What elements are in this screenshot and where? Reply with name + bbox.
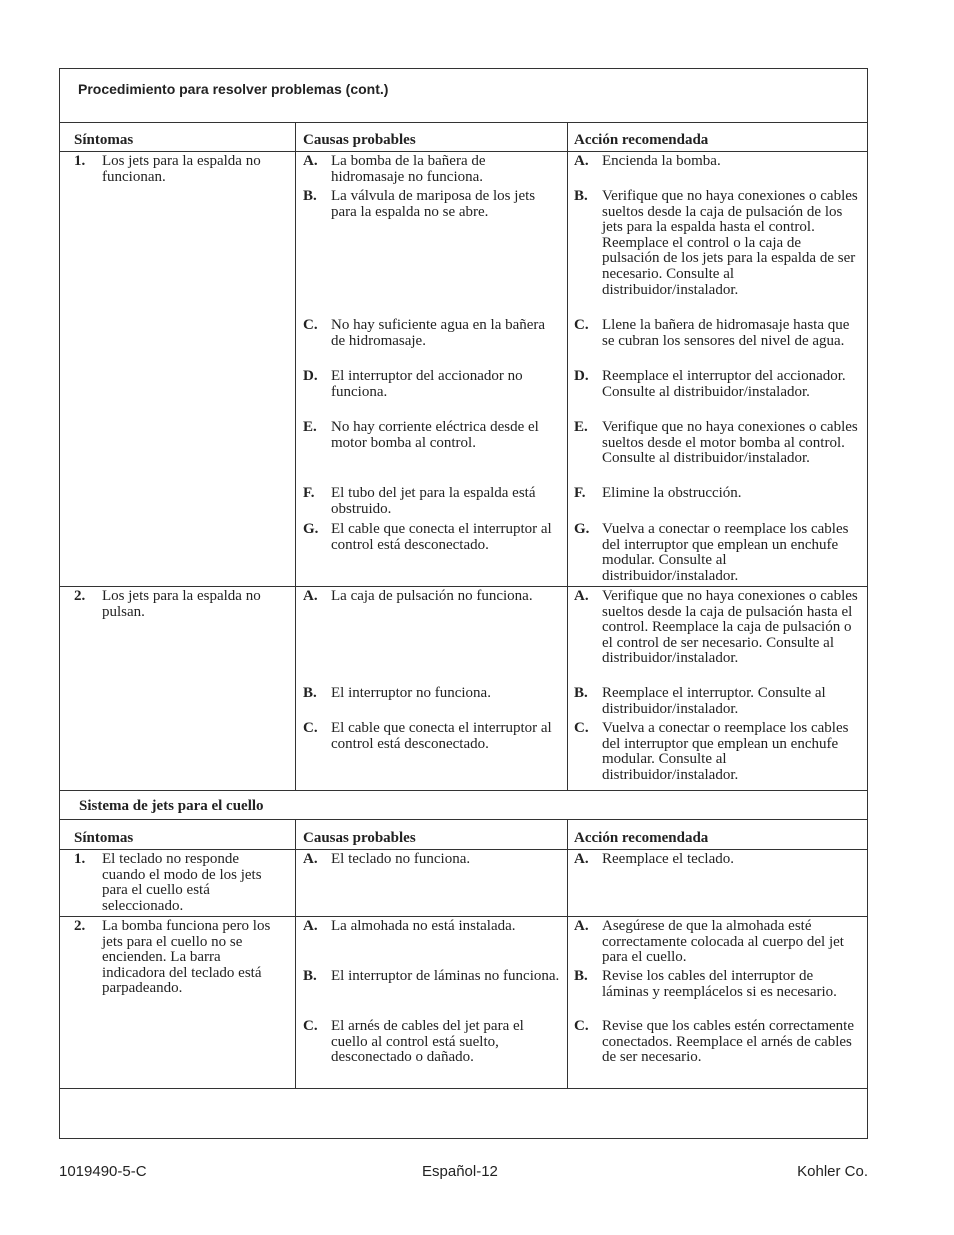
cause-item: C. El cable que conecta el interruptor al control está desconectado. <box>303 720 552 752</box>
column-divider <box>567 122 568 790</box>
cause-item: A. El teclado no funciona. <box>303 851 471 867</box>
header-causes: Causas probables <box>303 830 416 846</box>
cause-item: C. El arnés de cables del jet para el cuello al control está suelto, desconectado o dañado. <box>303 1018 524 1066</box>
page-title: Procedimiento para resolver problemas (cont.) <box>78 81 389 97</box>
symptom-item: 2. La bomba funciona pero los jets para el cuello no se encienden. La barra indicadora del teclado está parpadeando. <box>74 918 271 997</box>
divider <box>60 122 867 123</box>
symptom-item: 1. Los jets para la espalda no funcionan. <box>74 153 261 185</box>
divider <box>60 151 867 152</box>
column-divider <box>295 122 296 790</box>
footer-doc-number: 1019490-5-C <box>59 1163 147 1180</box>
action-item: C. Vuelva a conectar o reemplace los cables del interruptor que emplean un enchufe modular. Consulte al distribuidor/instalador. <box>574 720 849 783</box>
divider <box>60 790 867 791</box>
action-item: A. Encienda la bomba. <box>574 153 721 169</box>
cause-item: B. El interruptor de láminas no funciona. <box>303 968 560 984</box>
action-item: B. Revise los cables del interruptor de láminas y reemplácelos si es necesario. <box>574 968 837 1000</box>
divider <box>60 819 867 820</box>
action-item: C. Revise que los cables estén correctamente conectados. Reemplace el arnés de cables de ser necesario. <box>574 1018 854 1066</box>
cause-item: A. La caja de pulsación no funciona. <box>303 588 533 604</box>
divider <box>60 916 867 917</box>
action-item: C. Llene la bañera de hidromasaje hasta que se cubran los sensores del nivel de agua. <box>574 317 850 349</box>
action-item: B. Reemplace el interruptor. Consulte al distribuidor/instalador. <box>574 685 826 717</box>
header-symptoms: Síntomas <box>74 830 134 846</box>
cause-item: B. El interruptor no funciona. <box>303 685 491 701</box>
action-item: A. Verifique que no haya conexiones o cables sueltos desde la caja de pulsación hasta el control. Reemplace la caja de pulsación o el control de ser necesario. Consulte al distribuidor/instalador. <box>574 588 858 667</box>
header-symptoms: Síntomas <box>74 132 134 148</box>
cause-item: B. La válvula de mariposa de los jets para la espalda no se abre. <box>303 188 536 220</box>
action-item: F. Elimine la obstrucción. <box>574 485 742 501</box>
action-item: E. Verifique que no haya conexiones o cables sueltos desde el motor bomba al control. Consulte al distribuidor/instalador. <box>574 419 858 467</box>
action-item: B. Verifique que no haya conexiones o cables sueltos desde la caja de pulsación de los jets para la espalda hasta el control. Reemplace el control o la caja de pulsación de los jets para la espalda de ser necesario. Consulte al distribuidor/instalador. <box>574 188 858 298</box>
symptom-item: 1. El teclado no responde cuando el modo de los jets para el cuello está seleccionado. <box>74 851 262 914</box>
cause-item: G. El cable que conecta el interruptor al control está desconectado. <box>303 521 552 553</box>
cause-item: E. No hay corriente eléctrica desde el motor bomba al control. <box>303 419 539 451</box>
cause-item: A. La almohada no está instalada. <box>303 918 516 934</box>
cause-item: F. El tubo del jet para la espalda está obstruido. <box>303 485 536 517</box>
header-actions: Acción recomendada <box>574 830 709 846</box>
divider <box>60 849 867 850</box>
action-item: G. Vuelva a conectar o reemplace los cables del interruptor que emplean un enchufe modular. Consulte al distribuidor/instalador. <box>574 521 849 584</box>
action-item: A. Reemplace el teclado. <box>574 851 735 867</box>
action-item: D. Reemplace el interruptor del accionador. Consulte al distribuidor/instalador. <box>574 368 846 400</box>
header-causes: Causas probables <box>303 132 416 148</box>
symptom-item: 2. Los jets para la espalda no pulsan. <box>74 588 261 620</box>
cause-item: C. No hay suficiente agua en la bañera de hidromasaje. <box>303 317 546 349</box>
header-actions: Acción recomendada <box>574 132 709 148</box>
column-divider <box>567 819 568 1088</box>
action-item: A. Asegúrese de que la almohada esté correctamente colocada al cuerpo del jet para el cuello. <box>574 918 844 966</box>
footer-company: Kohler Co. <box>797 1163 868 1180</box>
section-title: Sistema de jets para el cuello <box>79 798 264 814</box>
troubleshooting-table <box>59 68 868 1139</box>
cause-item: A. La bomba de la bañera de hidromasaje no funciona. <box>303 153 486 185</box>
footer-page-number: Español-12 <box>422 1163 498 1180</box>
divider <box>60 586 867 587</box>
divider <box>60 1088 867 1089</box>
cause-item: D. El interruptor del accionador no funciona. <box>303 368 523 400</box>
column-divider <box>295 819 296 1088</box>
